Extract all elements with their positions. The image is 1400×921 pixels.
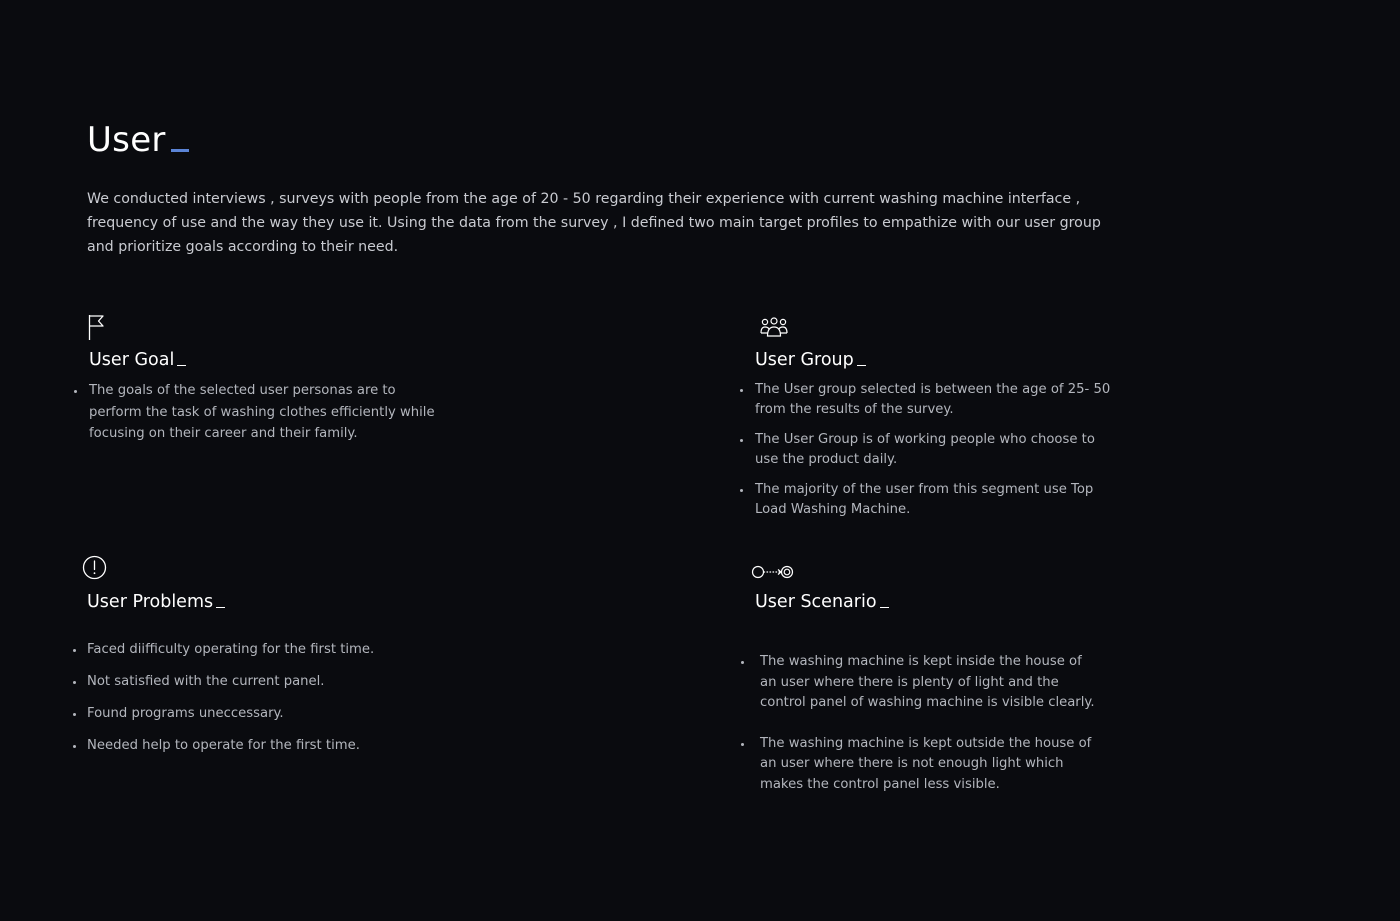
list-item-text: The User group selected is between the age of 25- 50 from the results of the survey. [755, 382, 1111, 417]
user-problems-title [87, 592, 225, 612]
list-item [755, 380, 1115, 420]
title-cursor-accent [171, 149, 189, 152]
bullet-dot [73, 681, 76, 684]
user-group-title-text: User Group [755, 350, 854, 370]
list-item [755, 430, 1115, 470]
user-goal-title [89, 350, 186, 370]
path-to-target-icon [751, 564, 795, 584]
list-item-text: Needed help to operate for the first time. [87, 738, 360, 753]
list-item-text: The User Group is of working people who choose to use the product daily. [755, 432, 1095, 467]
bullet-dot [740, 389, 743, 392]
bullet-dot [73, 713, 76, 716]
list-item [89, 380, 449, 445]
list-item [87, 640, 507, 660]
title-underscore [857, 365, 866, 367]
user-problems-list [87, 640, 507, 756]
user-group-title [755, 350, 866, 370]
list-item [755, 480, 1115, 520]
bullet-dot [740, 439, 743, 442]
list-item [760, 734, 1100, 796]
users-group-icon [760, 317, 788, 343]
list-item-text: Faced diifficulty operating for the first time. [87, 642, 375, 657]
list-item-text: Not satisfied with the current panel. [87, 674, 325, 689]
list-item-text: The majority of the user from this segment use Top Load Washing Machine. [755, 482, 1094, 517]
user-scenario-title-text: User Scenario [755, 592, 877, 612]
flag-icon [88, 314, 106, 346]
title-underscore [177, 365, 186, 367]
bullet-dot [73, 649, 76, 652]
bullet-dot [741, 743, 744, 746]
list-item-text: Found programs uneccessary. [87, 706, 284, 721]
user-goal-title-text: User Goal [89, 350, 175, 370]
user-problems-title-text: User Problems [87, 592, 214, 612]
list-item [760, 652, 1100, 714]
list-item [87, 736, 507, 756]
list-item-text: The washing machine is kept inside the house of an user where there is plenty of light and the control panel of washing machine is visible clearly. [760, 654, 1095, 710]
exclamation-circle-icon [82, 555, 107, 584]
list-item [87, 704, 507, 724]
user-group-list [755, 380, 1115, 520]
list-item-text: The washing machine is kept outside the house of an user where there is not enough light which makes the control panel less visible. [760, 735, 1092, 792]
bullet-dot [740, 489, 743, 492]
bullet-dot [73, 745, 76, 748]
bullet-dot [741, 661, 744, 664]
list-item-text: The goals of the selected user personas are to perform the task of washing clothes efficiently while focusing on their career and their family. [89, 383, 435, 441]
user-scenario-list [760, 652, 1100, 795]
user-goal-list [89, 380, 449, 445]
title-underscore [880, 607, 889, 609]
list-item [87, 672, 507, 692]
bullet-dot [74, 390, 77, 393]
page-title [87, 120, 189, 160]
intro-paragraph: We conducted interviews , surveys with people from the age of 20 - 50 regarding their experience with current washing machine interface , frequency of use and the way they use it. Using the data from the survey , I defined two main target profiles to empathize with our user group and prioritize goals according to their need. [87, 191, 1101, 255]
title-underscore [216, 607, 225, 609]
page-title-text: User [87, 120, 166, 160]
user-scenario-title [755, 592, 889, 612]
